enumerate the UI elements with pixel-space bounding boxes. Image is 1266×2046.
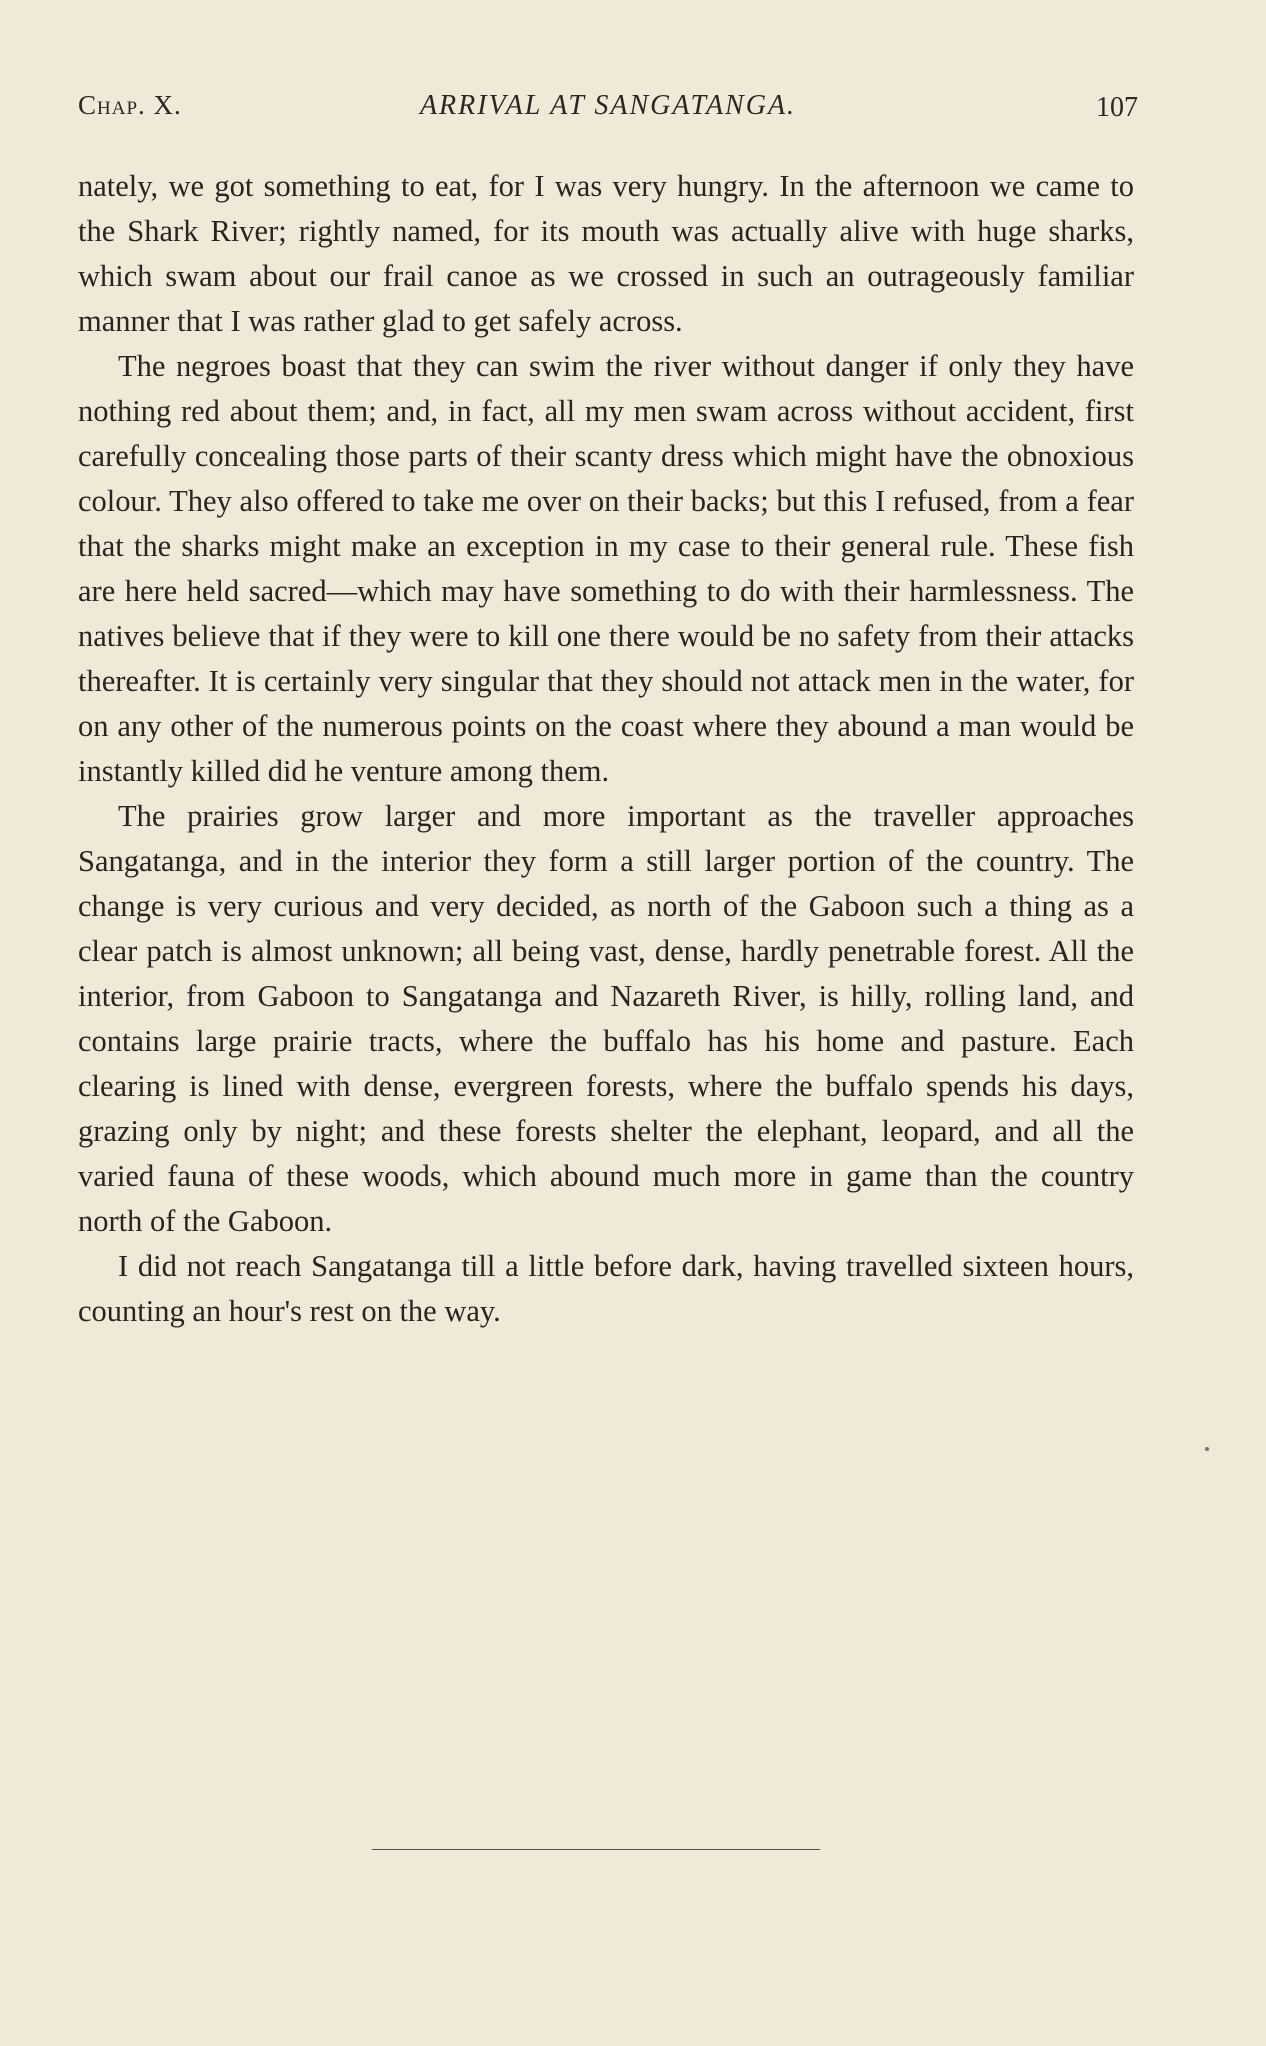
page-number: 107: [1096, 92, 1138, 123]
chapter-label: Chap. X.: [78, 90, 182, 120]
margin-speck: [1205, 1447, 1209, 1451]
paragraph-1: nately, we got something to eat, for I was very hungry. In the afternoon we came to the Shark River; rightly named, for its mouth was actually alive with huge sharks, which swam about our frail canoe as we crossed in such an outrageously familiar manner that I was rather glad to get safely across.: [78, 169, 1134, 338]
chapter-end-rule: [372, 1849, 820, 1850]
running-head: [78, 90, 1138, 134]
body-text: [78, 164, 1134, 1334]
paragraph-2: The negroes boast that they can swim the river without danger if only they have nothing red about them; and, in fact, all my men swam across without accident, first carefully concealing those parts of their scanty dress which might have the obnoxious colour. They also offered to take me over on their backs; but this I refused, from a fear that the sharks might make an exception in my case to their general rule. These fish are here held sacred—which may have something to do with their harmlessness. The natives believe that if they were to kill one there would be no safety from their attacks thereafter. It is certainly very singular that they should not attack men in the water, for on any other of the numerous points on the coast where they abound a man would be instantly killed did he venture among them.: [78, 349, 1134, 788]
running-title: ARRIVAL AT SANGATANGA.: [419, 90, 797, 121]
paragraph-4: I did not reach Sangatanga till a little before dark, having travelled sixteen hours, counting an hour's rest on the way.: [78, 1249, 1134, 1328]
paragraph-3: The prairies grow larger and more important as the traveller approaches Sangatanga, and in the interior they form a still larger portion of the country. The change is very curious and very decided, as north of the Gaboon such a thing as a clear patch is almost unknown; all being vast, dense, hardly penetrable forest. All the interior, from Gaboon to Sangatanga and Nazareth River, is hilly, rolling land, and contains large prairie tracts, where the buffalo has his home and pasture. Each clearing is lined with dense, evergreen forests, where the buffalo spends his days, grazing only by night; and these forests shelter the elephant, leopard, and all the varied fauna of these woods, which abound much more in game than the country north of the Gaboon.: [78, 799, 1134, 1238]
